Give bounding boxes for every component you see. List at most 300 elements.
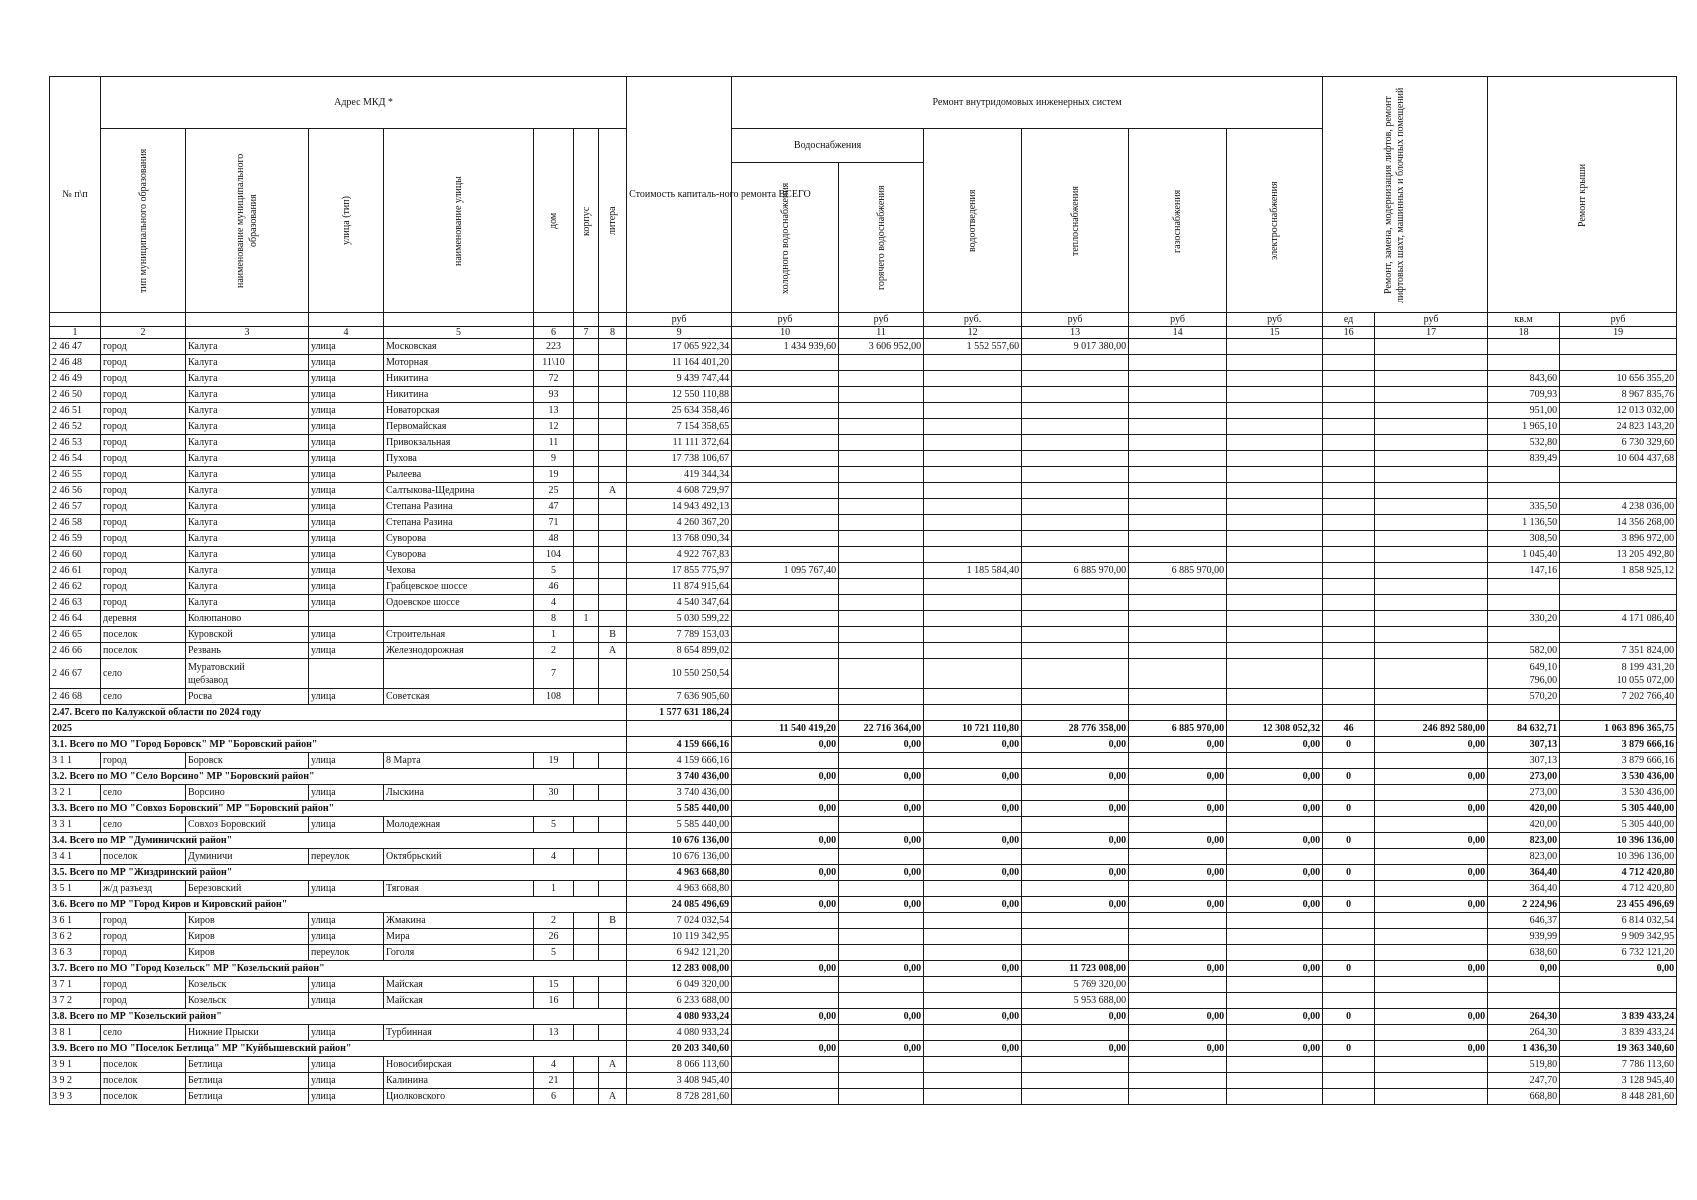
cell-municipality-type: село bbox=[101, 785, 186, 801]
cell-municipality-name: Калуга bbox=[186, 403, 309, 419]
cell-lift-units bbox=[1323, 929, 1375, 945]
cell-municipality-name: Калуга bbox=[186, 531, 309, 547]
cell-municipality-name: Нижние Прыски bbox=[186, 1025, 309, 1041]
table-row bbox=[50, 849, 1677, 865]
cell-street-name: Моторная bbox=[384, 355, 534, 371]
cell-total-cost: 12 550 110,88 bbox=[627, 387, 732, 403]
cell-electricity bbox=[1227, 547, 1323, 563]
cell-number: 3 3 1 bbox=[50, 817, 101, 833]
cell-sewerage bbox=[924, 483, 1022, 499]
cell-lift-units bbox=[1323, 355, 1375, 371]
cell-number: 3 5 1 bbox=[50, 881, 101, 897]
units-row bbox=[50, 313, 1677, 327]
cell-electricity bbox=[1227, 451, 1323, 467]
total-heating: 0,00 bbox=[1022, 737, 1129, 753]
cell-roof-area bbox=[1488, 993, 1560, 1009]
cell-letter: В bbox=[599, 913, 627, 929]
cell-roof-area: 1 045,40 bbox=[1488, 547, 1560, 563]
total-label: 3.1. Всего по МО "Город Боровск" МР "Боровский район" bbox=[50, 737, 627, 753]
cell-cold-water bbox=[732, 1057, 839, 1073]
cell-municipality-name: Калуга bbox=[186, 563, 309, 579]
cell-letter: А bbox=[599, 483, 627, 499]
cell-sewerage bbox=[924, 753, 1022, 769]
cell-electricity bbox=[1227, 913, 1323, 929]
total-lift-cost: 0,00 bbox=[1375, 833, 1488, 849]
cell-gas bbox=[1129, 785, 1227, 801]
cell-number: 2 46 63 bbox=[50, 595, 101, 611]
cell-number: 3 6 1 bbox=[50, 913, 101, 929]
cell-hot-water bbox=[839, 531, 924, 547]
cell-sewerage bbox=[924, 515, 1022, 531]
total-gas: 0,00 bbox=[1129, 961, 1227, 977]
cell-house: 72 bbox=[534, 371, 574, 387]
table-row bbox=[50, 483, 1677, 499]
cell-gas bbox=[1129, 627, 1227, 643]
cell-municipality-name: Калуга bbox=[186, 339, 309, 355]
cell-letter bbox=[599, 993, 627, 1009]
table-row bbox=[50, 403, 1677, 419]
total-total-cost: 4 080 933,24 bbox=[627, 1009, 732, 1025]
total-hot-water: 22 716 364,00 bbox=[839, 721, 924, 737]
cell-street-type bbox=[309, 611, 384, 627]
column-number-1: 1 bbox=[50, 327, 101, 339]
cell-heating bbox=[1022, 1057, 1129, 1073]
total-sewerage: 0,00 bbox=[924, 961, 1022, 977]
cell-number: 2 46 48 bbox=[50, 355, 101, 371]
cell-roof-area: 638,60 bbox=[1488, 945, 1560, 961]
total-lift-units: 0 bbox=[1323, 865, 1375, 881]
cell-street-name: Новосибирская bbox=[384, 1057, 534, 1073]
cell-cold-water bbox=[732, 993, 839, 1009]
cell-line: 10 055 072,00 bbox=[1616, 674, 1675, 686]
header-street-type bbox=[309, 129, 384, 313]
total-sewerage bbox=[924, 705, 1022, 721]
cell-municipality-type: город bbox=[101, 435, 186, 451]
cell-hot-water bbox=[839, 1025, 924, 1041]
cell-cold-water bbox=[732, 387, 839, 403]
total-electricity: 0,00 bbox=[1227, 833, 1323, 849]
cell-lift-cost bbox=[1375, 419, 1488, 435]
cell-total-cost: 7 789 153,03 bbox=[627, 627, 732, 643]
cell-building bbox=[574, 1057, 599, 1073]
cell-roof-cost: 9 909 342,95 bbox=[1560, 929, 1677, 945]
cell-municipality-name: Калуга bbox=[186, 435, 309, 451]
cell-street-name: Молодежная bbox=[384, 817, 534, 833]
cell-sewerage bbox=[924, 467, 1022, 483]
cell-number: 2 46 47 bbox=[50, 339, 101, 355]
cell-street-name: Суворова bbox=[384, 547, 534, 563]
total-cold-water bbox=[732, 705, 839, 721]
cell-lift-units bbox=[1323, 945, 1375, 961]
cell-lift-units bbox=[1323, 1089, 1375, 1105]
total-gas: 0,00 bbox=[1129, 801, 1227, 817]
cell-sewerage bbox=[924, 913, 1022, 929]
header-street-type-label: улица (тип) bbox=[340, 196, 352, 245]
cell-lift-units bbox=[1323, 403, 1375, 419]
total-gas: 6 885 970,00 bbox=[1129, 721, 1227, 737]
cell-building bbox=[574, 435, 599, 451]
total-cold-water: 0,00 bbox=[732, 865, 839, 881]
header-lifts bbox=[1323, 77, 1488, 313]
cell-municipality-type: город bbox=[101, 515, 186, 531]
cell-roof-cost bbox=[1560, 483, 1677, 499]
cell-building bbox=[574, 977, 599, 993]
cell-lift-cost bbox=[1375, 595, 1488, 611]
cell-letter: А bbox=[599, 643, 627, 659]
cell-number: 3 8 1 bbox=[50, 1025, 101, 1041]
cell-municipality-name: Калуга bbox=[186, 579, 309, 595]
cell-heating bbox=[1022, 355, 1129, 371]
cell-sewerage bbox=[924, 387, 1022, 403]
total-label: 3.8. Всего по МР "Козельский район" bbox=[50, 1009, 627, 1025]
cell-municipality-name: Калуга bbox=[186, 547, 309, 563]
cell-building bbox=[574, 627, 599, 643]
cell-cold-water: 1 434 939,60 bbox=[732, 339, 839, 355]
total-sewerage: 0,00 bbox=[924, 1009, 1022, 1025]
table-row bbox=[50, 467, 1677, 483]
cell-building bbox=[574, 1025, 599, 1041]
cell-heating bbox=[1022, 419, 1129, 435]
cell-total-cost: 11 111 372,64 bbox=[627, 435, 732, 451]
cell-house: 1 bbox=[534, 881, 574, 897]
cell-electricity bbox=[1227, 1073, 1323, 1089]
unit-gas: руб bbox=[1129, 313, 1227, 327]
cell-total-cost: 17 065 922,34 bbox=[627, 339, 732, 355]
cell-electricity bbox=[1227, 467, 1323, 483]
cell-letter bbox=[599, 547, 627, 563]
column-number-11: 11 bbox=[839, 327, 924, 339]
cell-electricity bbox=[1227, 611, 1323, 627]
cell-number: 2 46 61 bbox=[50, 563, 101, 579]
cell-heating bbox=[1022, 753, 1129, 769]
cell-municipality-type: город bbox=[101, 547, 186, 563]
cell-heating bbox=[1022, 483, 1129, 499]
cell-letter bbox=[599, 945, 627, 961]
cell-cold-water bbox=[732, 945, 839, 961]
cell-street-type: улица bbox=[309, 627, 384, 643]
cell-building bbox=[574, 1089, 599, 1105]
header-heating bbox=[1022, 129, 1129, 313]
cell-building bbox=[574, 483, 599, 499]
table-row bbox=[50, 913, 1677, 929]
cell-line: 649,10 bbox=[1529, 661, 1558, 673]
cell-heating: 9 017 380,00 bbox=[1022, 339, 1129, 355]
cell-roof-cost: 6 814 032,54 bbox=[1560, 913, 1677, 929]
cell-roof-area: 709,93 bbox=[1488, 387, 1560, 403]
cell-sewerage bbox=[924, 435, 1022, 451]
cell-street-name: Никитина bbox=[384, 371, 534, 387]
cell-electricity bbox=[1227, 403, 1323, 419]
cell-cold-water bbox=[732, 611, 839, 627]
cell-cold-water bbox=[732, 627, 839, 643]
cell-sewerage: 1 185 584,40 bbox=[924, 563, 1022, 579]
cell-heating bbox=[1022, 499, 1129, 515]
cell-lift-units bbox=[1323, 849, 1375, 865]
cell-street-type: переулок bbox=[309, 945, 384, 961]
cell-electricity bbox=[1227, 515, 1323, 531]
total-total-cost: 10 676 136,00 bbox=[627, 833, 732, 849]
cell-building bbox=[574, 579, 599, 595]
cell-gas bbox=[1129, 849, 1227, 865]
cell-cold-water bbox=[732, 659, 839, 689]
cell-lift-units bbox=[1323, 913, 1375, 929]
cell-letter bbox=[599, 689, 627, 705]
cell-total-cost: 6 942 121,20 bbox=[627, 945, 732, 961]
cell-municipality-name: Калуга bbox=[186, 355, 309, 371]
total-cold-water: 0,00 bbox=[732, 1041, 839, 1057]
unit-roof-cost: руб bbox=[1560, 313, 1677, 327]
header-building bbox=[574, 129, 599, 313]
table-row bbox=[50, 689, 1677, 705]
cell-lift-cost bbox=[1375, 913, 1488, 929]
cell-hot-water bbox=[839, 499, 924, 515]
cell-hot-water bbox=[839, 785, 924, 801]
cell-total-cost: 419 344,34 bbox=[627, 467, 732, 483]
cell-total-cost: 4 922 767,83 bbox=[627, 547, 732, 563]
cell-building bbox=[574, 403, 599, 419]
total-sewerage: 0,00 bbox=[924, 1041, 1022, 1057]
header-municipality-name bbox=[186, 129, 309, 313]
cell-letter bbox=[599, 785, 627, 801]
cell-municipality-name: Росва bbox=[186, 689, 309, 705]
cell-sewerage bbox=[924, 451, 1022, 467]
cell-heating bbox=[1022, 579, 1129, 595]
table-body bbox=[50, 339, 1677, 1105]
cell-roof-area: 951,00 bbox=[1488, 403, 1560, 419]
column-number-14: 14 bbox=[1129, 327, 1227, 339]
cell-gas bbox=[1129, 993, 1227, 1009]
cell-street-name: Рылеева bbox=[384, 467, 534, 483]
total-label: 3.7. Всего по МО "Город Козельск" МР "Козельский район" bbox=[50, 961, 627, 977]
cell-municipality-type: поселок bbox=[101, 1089, 186, 1105]
cell-municipality-name: Куровской bbox=[186, 627, 309, 643]
cell-building bbox=[574, 913, 599, 929]
cell-roof-cost bbox=[1560, 467, 1677, 483]
cell-municipality-type: город bbox=[101, 371, 186, 387]
cell-number: 3 6 3 bbox=[50, 945, 101, 961]
capital-repair-register bbox=[49, 76, 1676, 1105]
total-total-cost: 24 085 496,69 bbox=[627, 897, 732, 913]
cell-cold-water bbox=[732, 849, 839, 865]
cell-lift-units bbox=[1323, 643, 1375, 659]
cell-lift-cost bbox=[1375, 849, 1488, 865]
cell-municipality-name: Резвань bbox=[186, 643, 309, 659]
cell-municipality-type: город bbox=[101, 483, 186, 499]
cell-street-name: Пухова bbox=[384, 451, 534, 467]
cell-house: 1 bbox=[534, 627, 574, 643]
cell-lift-units bbox=[1323, 419, 1375, 435]
cell-letter: В bbox=[599, 627, 627, 643]
cell-sewerage bbox=[924, 689, 1022, 705]
total-gas: 0,00 bbox=[1129, 897, 1227, 913]
cell-lift-cost bbox=[1375, 483, 1488, 499]
table-row bbox=[50, 627, 1677, 643]
header-cold-water bbox=[732, 163, 839, 313]
total-gas: 0,00 bbox=[1129, 1041, 1227, 1057]
cell-electricity bbox=[1227, 977, 1323, 993]
table-row bbox=[50, 1025, 1677, 1041]
cell-municipality-type: город bbox=[101, 595, 186, 611]
cell-number: 2 46 64 bbox=[50, 611, 101, 627]
unit-house bbox=[534, 313, 574, 327]
cell-street-name: Грабцевское шоссе bbox=[384, 579, 534, 595]
total-sewerage: 0,00 bbox=[924, 801, 1022, 817]
cell-lift-cost bbox=[1375, 1057, 1488, 1073]
cell-letter bbox=[599, 467, 627, 483]
cell-gas bbox=[1129, 451, 1227, 467]
cell-roof-cost bbox=[1560, 977, 1677, 993]
cell-electricity bbox=[1227, 849, 1323, 865]
cell-roof-cost: 13 205 492,80 bbox=[1560, 547, 1677, 563]
cell-hot-water bbox=[839, 627, 924, 643]
total-roof-area: 1 436,30 bbox=[1488, 1041, 1560, 1057]
cell-sewerage bbox=[924, 371, 1022, 387]
cell-lift-cost bbox=[1375, 563, 1488, 579]
cell-municipality-type: город bbox=[101, 753, 186, 769]
cell-municipality-type: город bbox=[101, 467, 186, 483]
cell-cold-water bbox=[732, 1073, 839, 1089]
cell-cold-water bbox=[732, 435, 839, 451]
cell-hot-water bbox=[839, 371, 924, 387]
table-header bbox=[50, 77, 1677, 339]
total-cold-water: 0,00 bbox=[732, 961, 839, 977]
cell-lift-units bbox=[1323, 387, 1375, 403]
cell-gas bbox=[1129, 977, 1227, 993]
total-heating: 0,00 bbox=[1022, 833, 1129, 849]
column-number-7: 7 bbox=[574, 327, 599, 339]
cell-municipality-type: село bbox=[101, 1025, 186, 1041]
cell-lift-units bbox=[1323, 579, 1375, 595]
cell-hot-water bbox=[839, 753, 924, 769]
cell-street-name: Чехова bbox=[384, 563, 534, 579]
cell-street-type: улица bbox=[309, 403, 384, 419]
cell-roof-cost: 8 448 281,60 bbox=[1560, 1089, 1677, 1105]
unit-municipality-type bbox=[101, 313, 186, 327]
cell-municipality-name: Калуга bbox=[186, 451, 309, 467]
cell-hot-water bbox=[839, 467, 924, 483]
cell-street-type: улица bbox=[309, 499, 384, 515]
cell-roof-cost: 6 730 329,60 bbox=[1560, 435, 1677, 451]
cell-lift-cost bbox=[1375, 945, 1488, 961]
header-letter-label: литера bbox=[607, 206, 619, 235]
cell-house: 4 bbox=[534, 1057, 574, 1073]
cell-letter bbox=[599, 403, 627, 419]
cell-gas bbox=[1129, 643, 1227, 659]
cell-heating bbox=[1022, 643, 1129, 659]
cell-sewerage bbox=[924, 627, 1022, 643]
total-total-cost: 20 203 340,60 bbox=[627, 1041, 732, 1057]
cell-lift-units bbox=[1323, 435, 1375, 451]
cell-gas bbox=[1129, 659, 1227, 689]
cell-street-name: Советская bbox=[384, 689, 534, 705]
cell-house: 93 bbox=[534, 387, 574, 403]
cell-street-type: улица bbox=[309, 515, 384, 531]
cell-cold-water bbox=[732, 643, 839, 659]
cell-heating bbox=[1022, 403, 1129, 419]
cell-lift-units bbox=[1323, 483, 1375, 499]
cell-sewerage bbox=[924, 403, 1022, 419]
cell-sewerage bbox=[924, 881, 1022, 897]
total-electricity: 12 308 052,32 bbox=[1227, 721, 1323, 737]
cell-building bbox=[574, 785, 599, 801]
cell-lift-units bbox=[1323, 451, 1375, 467]
total-lift-units: 0 bbox=[1323, 1009, 1375, 1025]
cell-lift-cost bbox=[1375, 499, 1488, 515]
cell-house: 108 bbox=[534, 689, 574, 705]
header-roof bbox=[1488, 77, 1677, 313]
cell-hot-water bbox=[839, 451, 924, 467]
cell-letter bbox=[599, 611, 627, 627]
cell-lift-cost bbox=[1375, 1089, 1488, 1105]
cell-total-cost: 3 740 436,00 bbox=[627, 785, 732, 801]
unit-sewerage: руб. bbox=[924, 313, 1022, 327]
cell-roof-cost: 3 530 436,00 bbox=[1560, 785, 1677, 801]
total-row bbox=[50, 769, 1677, 785]
cell-gas bbox=[1129, 1089, 1227, 1105]
cell-street-type: улица bbox=[309, 595, 384, 611]
cell-street-name: Мира bbox=[384, 929, 534, 945]
cell-number: 3 1 1 bbox=[50, 753, 101, 769]
cell-roof-area bbox=[1488, 355, 1560, 371]
cell-municipality-type: город bbox=[101, 355, 186, 371]
header-hot-water-label: горячего водоснабжения bbox=[875, 185, 887, 290]
cell-heating bbox=[1022, 387, 1129, 403]
total-lift-units bbox=[1323, 705, 1375, 721]
cell-lift-cost bbox=[1375, 579, 1488, 595]
cell-letter bbox=[599, 339, 627, 355]
cell-lift-cost bbox=[1375, 339, 1488, 355]
cell-street-name: Майская bbox=[384, 977, 534, 993]
cell-roof-cost: 3 128 945,40 bbox=[1560, 1073, 1677, 1089]
cell-letter bbox=[599, 849, 627, 865]
cell-letter bbox=[599, 451, 627, 467]
cell-total-cost: 10 676 136,00 bbox=[627, 849, 732, 865]
cell-heating bbox=[1022, 451, 1129, 467]
cell-municipality-type: город bbox=[101, 387, 186, 403]
unit-number bbox=[50, 313, 101, 327]
cell-municipality-type: село bbox=[101, 817, 186, 833]
cell-line: щебзавод bbox=[188, 674, 229, 686]
total-total-cost: 5 585 440,00 bbox=[627, 801, 732, 817]
cell-letter bbox=[599, 817, 627, 833]
cell-number: 2 46 55 bbox=[50, 467, 101, 483]
cell-total-cost: 8 728 281,60 bbox=[627, 1089, 732, 1105]
cell-building bbox=[574, 371, 599, 387]
total-lift-cost: 246 892 580,00 bbox=[1375, 721, 1488, 737]
repair-table bbox=[49, 76, 1677, 1105]
header-gas-label: газоснабжения bbox=[1172, 188, 1184, 253]
cell-total-cost: 3 408 945,40 bbox=[627, 1073, 732, 1089]
total-roof-area: 0,00 bbox=[1488, 961, 1560, 977]
cell-sewerage bbox=[924, 579, 1022, 595]
column-number-13: 13 bbox=[1022, 327, 1129, 339]
cell-building bbox=[574, 467, 599, 483]
cell-lift-cost bbox=[1375, 355, 1488, 371]
cell-electricity bbox=[1227, 1025, 1323, 1041]
cell-municipality-type: город bbox=[101, 531, 186, 547]
cell-heating bbox=[1022, 547, 1129, 563]
cell-sewerage bbox=[924, 611, 1022, 627]
header-municipality-name-label: наименование муниципального образования bbox=[235, 153, 259, 288]
total-electricity: 0,00 bbox=[1227, 737, 1323, 753]
cell-heating: 5 769 320,00 bbox=[1022, 977, 1129, 993]
cell-roof-area: 939,99 bbox=[1488, 929, 1560, 945]
cell-sewerage bbox=[924, 419, 1022, 435]
cell-line: 8 199 431,20 bbox=[1621, 661, 1675, 673]
cell-street-name: Циолковского bbox=[384, 1089, 534, 1105]
cell-house: 71 bbox=[534, 515, 574, 531]
cell-cold-water bbox=[732, 547, 839, 563]
